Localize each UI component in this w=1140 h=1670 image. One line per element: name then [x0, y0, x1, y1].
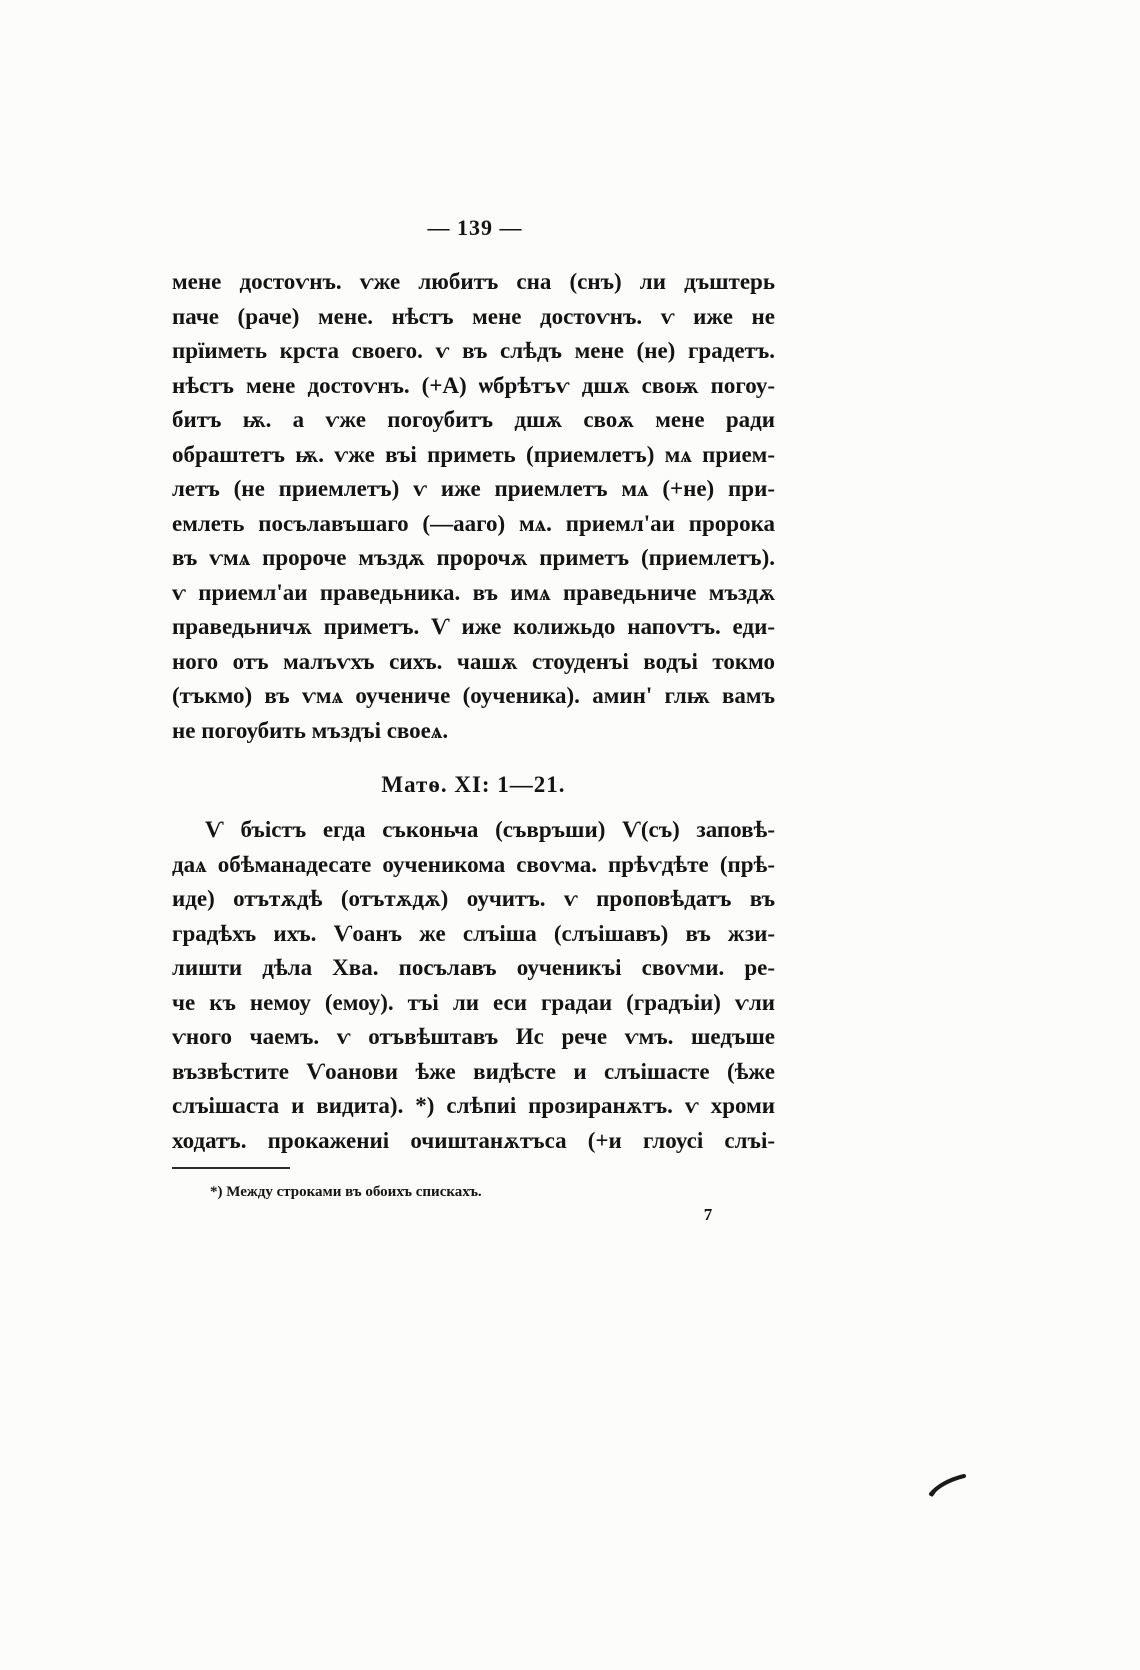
text-line: обраштетъ ѭ. ѵже въі приметь (приемлетъ) мѧ прием- [172, 441, 775, 467]
text-line: мене достоѵнъ. ѵже любитъ сна (снъ) ли дъштерь [172, 269, 775, 294]
text-line: градѣхъ ихъ. Ѵоанъ же слъіша (слъішавъ) въ жзи- [172, 920, 775, 946]
section-heading: Матѳ. XI: 1—21. [381, 772, 566, 797]
ink-mark [928, 1472, 968, 1498]
text-line: летъ (не приемлетъ) ѵ иже приемлетъ мѧ (+не) при- [172, 476, 775, 501]
text-line: ходатъ. прокажениі очиштанѫтъса (+и глоусі слъі- [172, 1127, 775, 1153]
text-line: емлеть посълавъшаго (—ааго) мѧ. приемл'аи пророка [172, 510, 775, 536]
signature-mark: 7 [703, 1205, 713, 1224]
page-number: — 139 — [427, 215, 523, 240]
text-line: прїиметь крста своего. ѵ въ слѣдъ мене (не) градетъ. [172, 338, 775, 363]
text-line: ѵ приемл'аи праведьника. въ имѧ праведьниче мъздѫ [172, 579, 775, 605]
text-line: ѵного чаемъ. ѵ отъвѣштавъ Ис рече ѵмъ. шедъше [172, 1024, 775, 1049]
text-line: битъ ѭ. а ѵже погоубитъ дшѫ своѫ мене ради [172, 407, 775, 432]
text-line: нѣстъ мене достоѵнъ. (+А) ѡбрѣтъѵ дшѫ своѭ погоу- [172, 372, 775, 398]
text-line: слъішаста и видита). *) слѣпиі прозиранѫтъ. ѵ хроми [172, 1093, 775, 1118]
text-line: възвѣстите Ѵоанови ѣже видѣсте и слъішасте (ѣже [172, 1058, 775, 1084]
text-line: паче (раче) мене. нѣстъ мене достоѵнъ. ѵ иже не [172, 303, 775, 329]
text-line: не погоубить мъздъі своеѧ. [172, 717, 449, 743]
text-line: ного отъ малъѵхъ сихъ. чашѫ стоуденъі водъі токмо [172, 648, 775, 674]
text-line: (тъкмо) въ ѵмѧ оученичe (оученика). амин' глѭ вамъ [172, 683, 775, 708]
paragraph-2 [172, 813, 775, 1158]
text-line: даѧ обѣманадесате оученикома своѵма. прѣѵдѣте (прѣ- [172, 851, 775, 877]
text-line: че къ немоу (емоу). тъі ли еси градаи (градъіи) ѵли [172, 989, 775, 1015]
footnote-rule [172, 1167, 290, 1169]
paragraph-1 [172, 265, 775, 748]
text-line: иде) отътѫдѣ (отътѫдѫ) оучитъ. ѵ проповѣдатъ въ [172, 886, 775, 911]
footnote: *) Между строками въ обоихъ спискахъ. [210, 1184, 482, 1200]
text-line: Ѵ бъістъ егда съконьча (съвръши) Ѵ(съ) заповѣ- [205, 817, 775, 842]
text-line: въ ѵмѧ пророче мъздѫ пророчѫ приметъ (приемлетъ). [172, 545, 775, 570]
text-line: лишти дѣла Хва. посълавъ оученикъі своѵми. ре- [172, 955, 775, 980]
text-line: праведьничѫ приметъ. Ѵ иже колижьдо напоѵтъ. еди- [172, 614, 775, 639]
